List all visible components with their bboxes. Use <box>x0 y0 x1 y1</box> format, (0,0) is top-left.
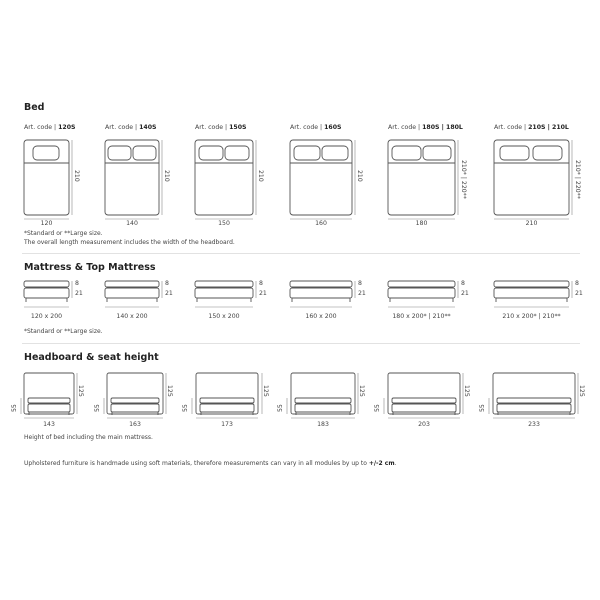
art-code-label: Art. code | 210S | 210L <box>494 124 569 131</box>
mattress-drawing-160 <box>290 281 355 307</box>
top-mattress-height-label: 8 <box>259 280 263 287</box>
bed-length-label: 210 <box>257 170 264 182</box>
mattress-drawing-210 <box>494 281 572 307</box>
seat-height-label: 55 <box>182 404 189 412</box>
headboard-width-label: 203 <box>418 421 430 428</box>
bed-drawing-120 <box>24 140 72 219</box>
mattress-size-label: 140 x 200 <box>116 313 148 320</box>
bed-size-note: *Standard or **Large size. <box>24 230 103 237</box>
headboard-height-label: 125 <box>166 385 173 397</box>
headboard-drawing-233 <box>489 373 578 418</box>
headboard-section-title: Headboard & seat height <box>24 352 159 363</box>
bed-length-note: The overall length measurement includes the width of the headboard. <box>24 239 235 246</box>
art-code-label: Art. code | 180S | 180L <box>388 124 463 131</box>
seat-height-label: 55 <box>277 404 284 412</box>
headboard-height-label: 125 <box>77 385 84 397</box>
bed-width-label: 160 <box>315 220 327 227</box>
main-mattress-height-label: 21 <box>461 290 469 297</box>
headboard-width-label: 143 <box>43 421 55 428</box>
bed-width-label: 140 <box>126 220 138 227</box>
main-mattress-height-label: 21 <box>358 290 366 297</box>
headboard-drawing-173 <box>192 373 262 418</box>
headboard-drawing-163 <box>104 373 166 418</box>
mattress-section-title: Mattress & Top Mattress <box>24 262 156 273</box>
headboard-drawing-203 <box>384 373 463 418</box>
mattress-drawing-150 <box>195 281 256 307</box>
bed-length-label: 210 <box>73 170 80 182</box>
headboard-width-label: 163 <box>129 421 141 428</box>
headboard-height-label: 125 <box>358 385 365 397</box>
bed-drawing-210 <box>494 140 572 219</box>
art-code-label: Art. code | 160S <box>290 124 342 131</box>
bed-width-label: 150 <box>218 220 230 227</box>
art-code-label: Art. code | 120S <box>24 124 76 131</box>
mattress-size-label: 210 x 200* | 210** <box>502 313 561 320</box>
bed-length-label: 210* | 220** <box>574 160 581 199</box>
main-mattress-height-label: 21 <box>575 290 583 297</box>
main-mattress-height-label: 21 <box>165 290 173 297</box>
mattress-size-note: *Standard or **Large size. <box>24 328 103 335</box>
seat-height-label: 55 <box>479 404 486 412</box>
mattress-drawing-180 <box>388 281 458 307</box>
top-mattress-height-label: 8 <box>575 280 579 287</box>
seat-height-label: 55 <box>11 404 18 412</box>
headboard-height-note: Height of bed including the main mattress. <box>24 434 153 441</box>
mattress-size-label: 160 x 200 <box>305 313 337 320</box>
top-mattress-height-label: 8 <box>165 280 169 287</box>
bed-length-label: 210 <box>163 170 170 182</box>
bed-length-label: 210* | 220** <box>460 160 467 199</box>
mattress-drawing-120 <box>24 281 72 307</box>
mattress-size-label: 180 x 200* | 210** <box>392 313 451 320</box>
headboard-drawing-143 <box>21 373 77 418</box>
top-mattress-height-label: 8 <box>461 280 465 287</box>
bed-section-title: Bed <box>24 102 45 113</box>
bed-drawing-180 <box>388 140 458 219</box>
headboard-height-label: 125 <box>262 385 269 397</box>
top-mattress-height-label: 8 <box>358 280 362 287</box>
tolerance-footnote: Upholstered furniture is handmade using soft materials, therefore measurements can vary in all modules by up to +/-2 cm. <box>24 460 397 467</box>
bed-drawing-140 <box>105 140 162 219</box>
bed-width-label: 180 <box>415 220 428 227</box>
headboard-width-label: 183 <box>317 421 329 428</box>
bed-drawing-150 <box>195 140 256 219</box>
headboard-drawing-183 <box>287 373 358 418</box>
bed-width-label: 210 <box>525 220 538 227</box>
art-code-label: Art. code | 150S <box>195 124 247 131</box>
mattress-drawing-140 <box>105 281 162 307</box>
main-mattress-height-label: 21 <box>75 290 83 297</box>
seat-height-label: 55 <box>374 404 381 412</box>
mattress-size-label: 120 x 200 <box>30 313 63 320</box>
bed-width-label: 120 <box>40 220 53 227</box>
top-mattress-height-label: 8 <box>75 280 79 287</box>
seat-height-label: 55 <box>94 404 101 412</box>
mattress-size-label: 150 x 200 <box>208 313 240 320</box>
main-mattress-height-label: 21 <box>259 290 267 297</box>
bed-length-label: 210 <box>356 170 363 182</box>
art-code-label: Art. code | 140S <box>105 124 157 131</box>
headboard-width-label: 233 <box>528 421 540 428</box>
headboard-height-label: 125 <box>463 385 470 397</box>
headboard-height-label: 125 <box>578 385 585 397</box>
headboard-width-label: 173 <box>221 421 233 428</box>
bed-drawing-160 <box>290 140 355 219</box>
